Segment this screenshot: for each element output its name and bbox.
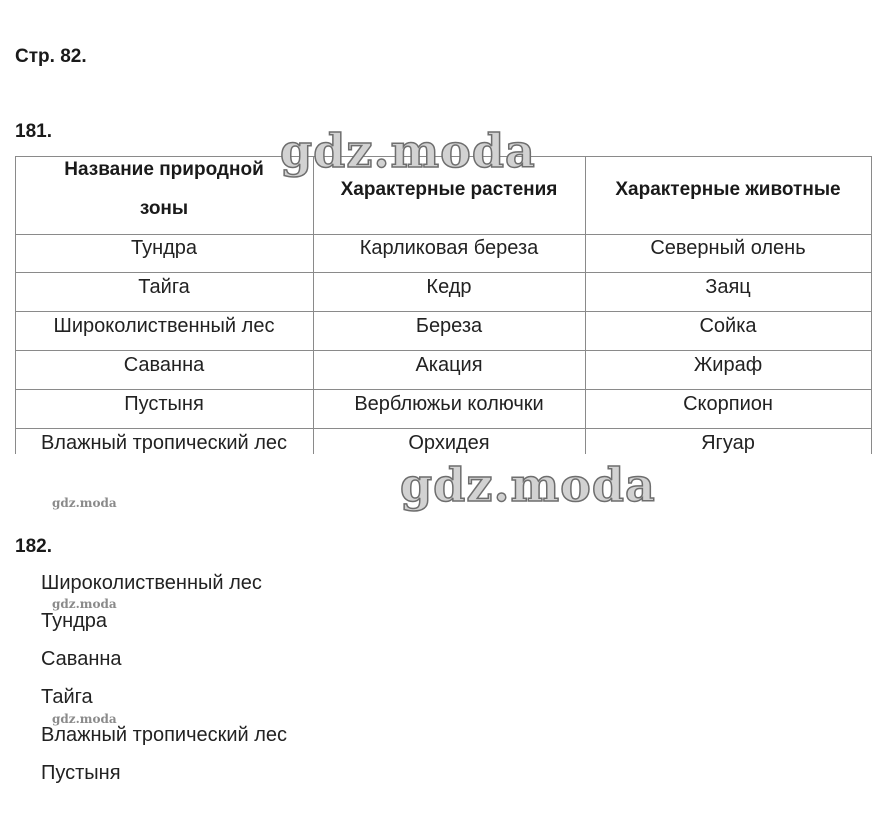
cell-plant: Карликовая береза bbox=[359, 237, 539, 259]
cell-animal: Сойка bbox=[699, 315, 757, 337]
cell-plant: Береза bbox=[415, 315, 483, 337]
cell-animal: Заяц bbox=[705, 276, 751, 298]
answer-item: Влажный тропический лес bbox=[41, 724, 288, 746]
watermark-small: gdz.moda bbox=[52, 496, 117, 510]
header-zone-line1: Название природной bbox=[64, 159, 264, 180]
cell-animal: Жираф bbox=[693, 354, 763, 376]
cell-zone: Тайга bbox=[138, 276, 190, 298]
table-row-divider bbox=[15, 350, 872, 351]
cell-zone: Саванна bbox=[123, 354, 205, 376]
table-row-divider bbox=[15, 389, 872, 390]
cell-animal: Ягуар bbox=[701, 432, 755, 454]
answer-item: Широколиственный лес bbox=[41, 572, 262, 594]
task-181-number: 181. bbox=[15, 121, 52, 142]
task-182-number: 182. bbox=[15, 536, 52, 557]
watermark: gdz.moda bbox=[280, 124, 536, 178]
watermark-small: gdz.moda bbox=[52, 712, 117, 726]
header-animals: Характерные животные bbox=[615, 179, 841, 200]
answer-item: Тайга bbox=[41, 686, 93, 708]
table-row-divider bbox=[15, 428, 872, 429]
cell-plant: Верблюжьи колючки bbox=[354, 393, 544, 415]
table-row-divider bbox=[15, 234, 872, 235]
answer-item: Пустыня bbox=[41, 762, 121, 784]
table-border-right bbox=[871, 156, 872, 454]
page-label: Стр. 82. bbox=[15, 46, 87, 67]
cell-zone: Тундра bbox=[130, 237, 198, 259]
cell-zone: Влажный тропический лес bbox=[40, 432, 288, 454]
cell-plant: Орхидея bbox=[408, 432, 490, 454]
table-row-divider bbox=[15, 272, 872, 273]
header-zone bbox=[15, 158, 313, 221]
watermark-small: gdz.moda bbox=[52, 597, 117, 611]
answer-item: Саванна bbox=[41, 648, 122, 670]
cell-zone: Широколиственный лес bbox=[53, 315, 275, 337]
header-plants: Характерные растения bbox=[340, 179, 558, 200]
table-row-divider bbox=[15, 311, 872, 312]
header-zone-line2: зоны bbox=[139, 198, 189, 219]
answer-item: Тундра bbox=[41, 610, 108, 632]
cell-plant: Кедр bbox=[426, 276, 472, 298]
cell-plant: Акация bbox=[415, 354, 483, 376]
cell-animal: Скорпион bbox=[683, 393, 773, 415]
cell-animal: Северный олень bbox=[650, 237, 806, 259]
watermark: gdz.moda bbox=[400, 458, 656, 512]
cell-zone: Пустыня bbox=[124, 393, 204, 415]
